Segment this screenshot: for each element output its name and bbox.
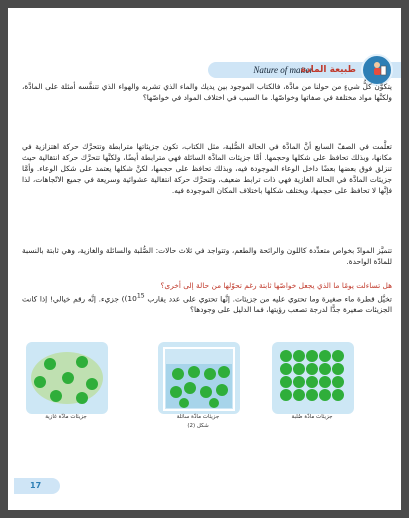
figure-caption: شكل (2) (187, 423, 209, 429)
liquid-molecule (188, 366, 200, 378)
solid-label: جزيئات مادّة صُلبة (291, 414, 333, 420)
solid-molecule (293, 376, 305, 388)
gas-molecule (76, 392, 88, 404)
gas-label: جزيئات مادّة غازية (45, 414, 87, 420)
textbook-page (8, 8, 401, 510)
gas-molecule (76, 356, 88, 368)
molecules-text-end: ) جزيء. إنَّه رقم خيالي! إذا كانت الجزيئات صغيرة جدًّا لدرجة تصعب رؤيتها، فما الدليل على وجودها؟ (22, 294, 392, 315)
gas-molecule (62, 372, 74, 384)
solid-molecule (306, 350, 318, 362)
states-paragraph: تعلَّمت في الصفّ السابع أنَّ المادَّة في الحالة الصُّلبة، مثل الكتاب، تكون جزيئاتها مترابطة وتتحرَّك حركة اهتزازية في مكانها، وبذلك تحافظ على شكلها وحجمها. أمَّا جزيئات المادَّة السائلة فهي مترابطة أيضًا، ولكنَّها تتحرَّك حركة انتقالية حيث تنزلق فوق بعضها بعضًا داخل الوعاء الموجودة فيه، وبذلك تحافظ على حجمها، لكنَّ شكلها يعتمد على شكل الوعاء. وأمَّا جزيئات المادَّة في الحالة الغازية فهي ذات ترابط ضعيف، وتتحرَّك حركة انتقالية عشوائية وسريعة في جميع الاتّجاهات، لذا فإنَّها لا تحافظ على حجمها، ويختلف شكلها باختلاف المكان الموجودة فيه. (22, 142, 392, 195)
section-header (208, 54, 401, 82)
solid-molecule (280, 376, 292, 388)
liquid-molecule (170, 386, 182, 398)
solid-molecule (332, 389, 344, 401)
solid-container (272, 342, 354, 414)
properties-paragraph: تتميَّز الموادّ بخواص متعدِّدة كاللون والرائحة والطعم، وتتواجد في ثلاث حالات: الصُّلبة والسائلة والغازية، وهي ثابتة بالنسبة للمادّة الواحدة. (22, 246, 392, 266)
solid-molecule (306, 363, 318, 375)
liquid-label: جزيئات مادّة سائلة (176, 414, 220, 420)
gas-molecule (34, 376, 46, 388)
solid-molecule (306, 376, 318, 388)
liquid-molecule (200, 386, 212, 398)
liquid-molecule (184, 382, 196, 394)
gas-molecules (26, 342, 108, 414)
header-title-english: Nature of matter (253, 65, 313, 75)
gas-molecule (50, 390, 62, 402)
solid-molecule (280, 389, 292, 401)
power-of-ten (125, 294, 145, 303)
scientist-icon (371, 60, 387, 76)
liquid-molecule (216, 384, 228, 396)
solid-molecule (293, 389, 305, 401)
power-base: (10 (124, 294, 137, 304)
gas-molecule (44, 358, 56, 370)
solid-molecule (319, 350, 331, 362)
liquid-molecule (172, 368, 184, 380)
solid-molecule (280, 350, 292, 362)
intro-paragraph: يتكوَّن كلُّ شيءٍ من حولنا من مادَّة، فالكتاب الموجود بين يديك والماء الذي تشربه والهواء الذي تتنفَّسه أمثلة على المادَّة، ولكنَّها مواد مختلفة في صفاتها وخواصّها. ما السبب في اختلاف المواد في خواصّها؟ (22, 82, 392, 102)
liquid-molecule (209, 398, 219, 408)
solid-molecule (332, 363, 344, 375)
header-title-arabic: طبيعة المادة (300, 65, 356, 75)
power-exponent: 15 (136, 293, 145, 300)
solid-molecule (293, 363, 305, 375)
liquid-molecule (218, 366, 230, 378)
solid-molecule (332, 350, 344, 362)
solid-molecule (280, 363, 292, 375)
solid-molecules (272, 342, 354, 414)
liquid-molecule (179, 398, 189, 408)
solid-molecule (306, 389, 318, 401)
solid-molecule (319, 376, 331, 388)
gas-container (26, 342, 108, 414)
solid-molecule (293, 350, 305, 362)
liquid-molecules (158, 342, 240, 414)
solid-molecule (319, 363, 331, 375)
page-number: 17 (30, 481, 42, 490)
molecules-text-start: تخيَّل قطرة ماء صغيرة وما تحتوي عليه من جزيئات. إنَّها تحتوي على عدد يقارب (144, 294, 392, 304)
solid-molecule (319, 389, 331, 401)
molecules-paragraph (22, 291, 392, 315)
gas-molecule (86, 378, 98, 390)
liquid-molecule (204, 368, 216, 380)
liquid-container (158, 342, 240, 414)
question-paragraph: هل تساءلت يومًا ما الذي يجعل خواصّها ثابتة رغم تحوّلها من حالة إلى أخرى؟ (160, 281, 392, 290)
solid-molecule (332, 376, 344, 388)
